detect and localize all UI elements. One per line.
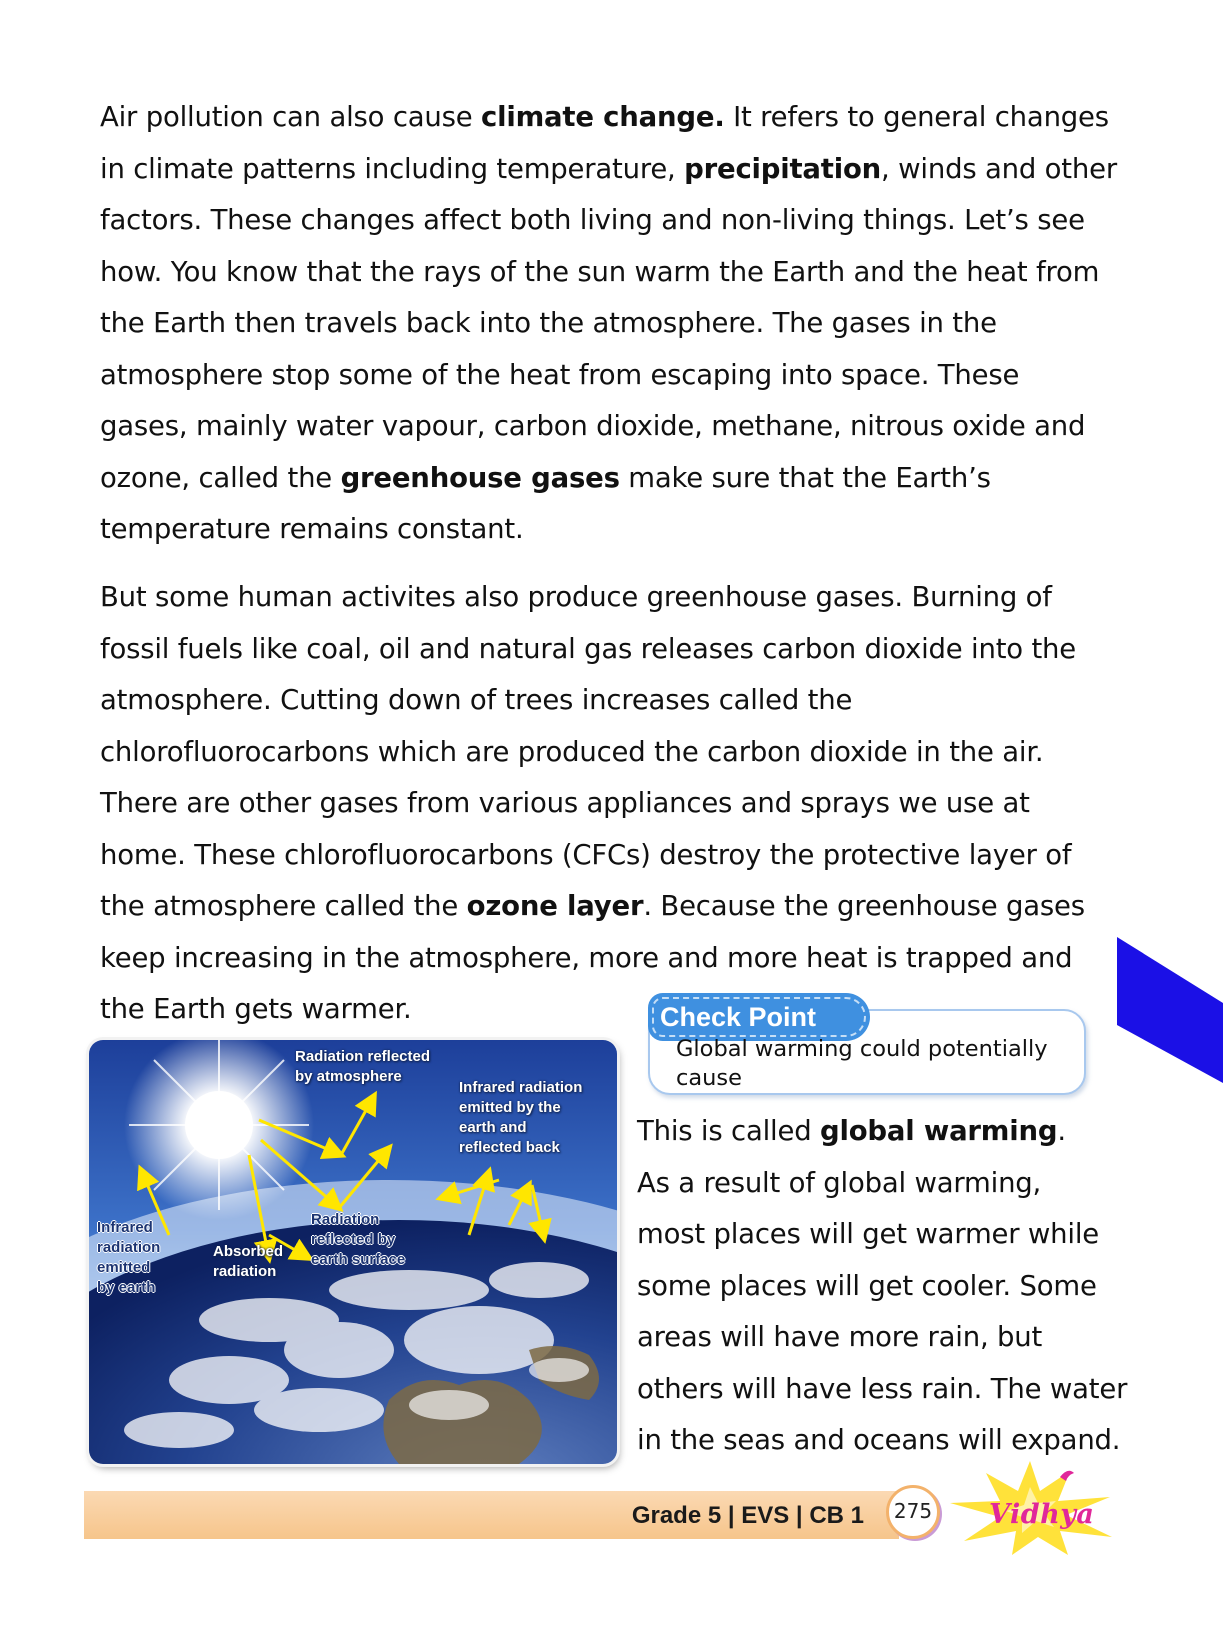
- check-point-title: Check Point: [648, 993, 870, 1041]
- paragraph-global-warming: [637, 1106, 1137, 1467]
- text-line: As a result of global warming,: [637, 1166, 1042, 1199]
- page-footer: [84, 1485, 1124, 1545]
- label-infrared-emitted-by-earth: Infrared radiation emitted by earth: [97, 1219, 161, 1296]
- text-line: There are other gases from various appliances and sprays we use at: [100, 787, 1030, 819]
- term-global-warming: global warming: [820, 1115, 1058, 1147]
- term-greenhouse-gases: greenhouse gases: [340, 461, 620, 494]
- label-infrared-reflected-back: Infrared radiation emitted by the earth and reflected back: [459, 1079, 583, 1156]
- logo-text: Vidhya: [989, 1499, 1095, 1530]
- text-line: others will have less rain. The water: [637, 1372, 1128, 1405]
- footer-grade-subject: Grade 5 | EVS | CB 1: [631, 1502, 864, 1529]
- text-line: cause: [676, 1065, 742, 1091]
- label-reflected-by-atmosphere: Radiation reflected by atmosphere: [295, 1048, 431, 1085]
- text-line: fossil fuels like coal, oil and natural gas releases carbon dioxide into the: [100, 632, 1076, 665]
- chapter-side-tab: [1117, 937, 1223, 1083]
- text-line: the atmosphere called the ozone layer. Because the greenhouse gases: [100, 890, 1085, 922]
- term-ozone-layer: ozone layer: [466, 890, 644, 922]
- check-point-box: [648, 993, 1084, 1093]
- term-precipitation: precipitation: [684, 152, 882, 185]
- text-line: the Earth gets warmer.: [100, 993, 412, 1025]
- page-number: 275: [886, 1485, 940, 1539]
- text-line: chlorofluorocarbons which are produced the carbon dioxide in the air.: [100, 735, 1044, 768]
- paragraph-human-activities: [100, 572, 1110, 1036]
- label-absorbed-radiation: Absorbed radiation: [213, 1243, 284, 1280]
- text-line: in the seas and oceans will expand.: [637, 1424, 1121, 1456]
- text-line: This is called global warming.: [637, 1115, 1066, 1147]
- text-line: But some human activites also produce greenhouse gases. Burning of: [100, 581, 1052, 613]
- text-line: how. You know that the rays of the sun warm the Earth and the heat from: [100, 255, 1100, 288]
- term-climate-change: climate change.: [481, 101, 725, 133]
- text-line: some places will get cooler. Some: [637, 1269, 1097, 1302]
- text-line: Air pollution can also cause climate change. It refers to general changes: [100, 101, 1109, 133]
- text-line: ozone, called the greenhouse gases make sure that the Earth’s: [100, 461, 991, 494]
- text-line: atmosphere. Cutting down of trees increases called the: [100, 684, 853, 716]
- text-line: factors. These changes affect both living and non-living things. Let’s see: [100, 204, 1085, 236]
- text-line: areas will have more rain, but: [637, 1321, 1043, 1353]
- text-line: gases, mainly water vapour, carbon dioxide, methane, nitrous oxide and: [100, 410, 1086, 442]
- check-point-text: [676, 1035, 1076, 1093]
- label-reflected-by-earth-surface: Radiation reflected by earth surface: [311, 1211, 406, 1268]
- text-line: in climate patterns including temperature, precipitation, winds and other: [100, 152, 1117, 185]
- text-line: temperature remains constant.: [100, 513, 524, 545]
- text-line: keep increasing in the atmosphere, more and more heat is trapped and: [100, 941, 1073, 974]
- greenhouse-effect-diagram: [89, 1040, 617, 1464]
- paragraph-climate-change: [100, 92, 1117, 556]
- text-line: Global warming could potentially: [676, 1036, 1048, 1062]
- text-line: the Earth then travels back into the atmosphere. The gases in the: [100, 307, 997, 339]
- text-line: most places will get warmer while: [637, 1218, 1100, 1250]
- text-line: atmosphere stop some of the heat from escaping into space. These: [100, 358, 1020, 391]
- text-line: home. These chlorofluorocarbons (CFCs) destroy the protective layer of: [100, 838, 1072, 871]
